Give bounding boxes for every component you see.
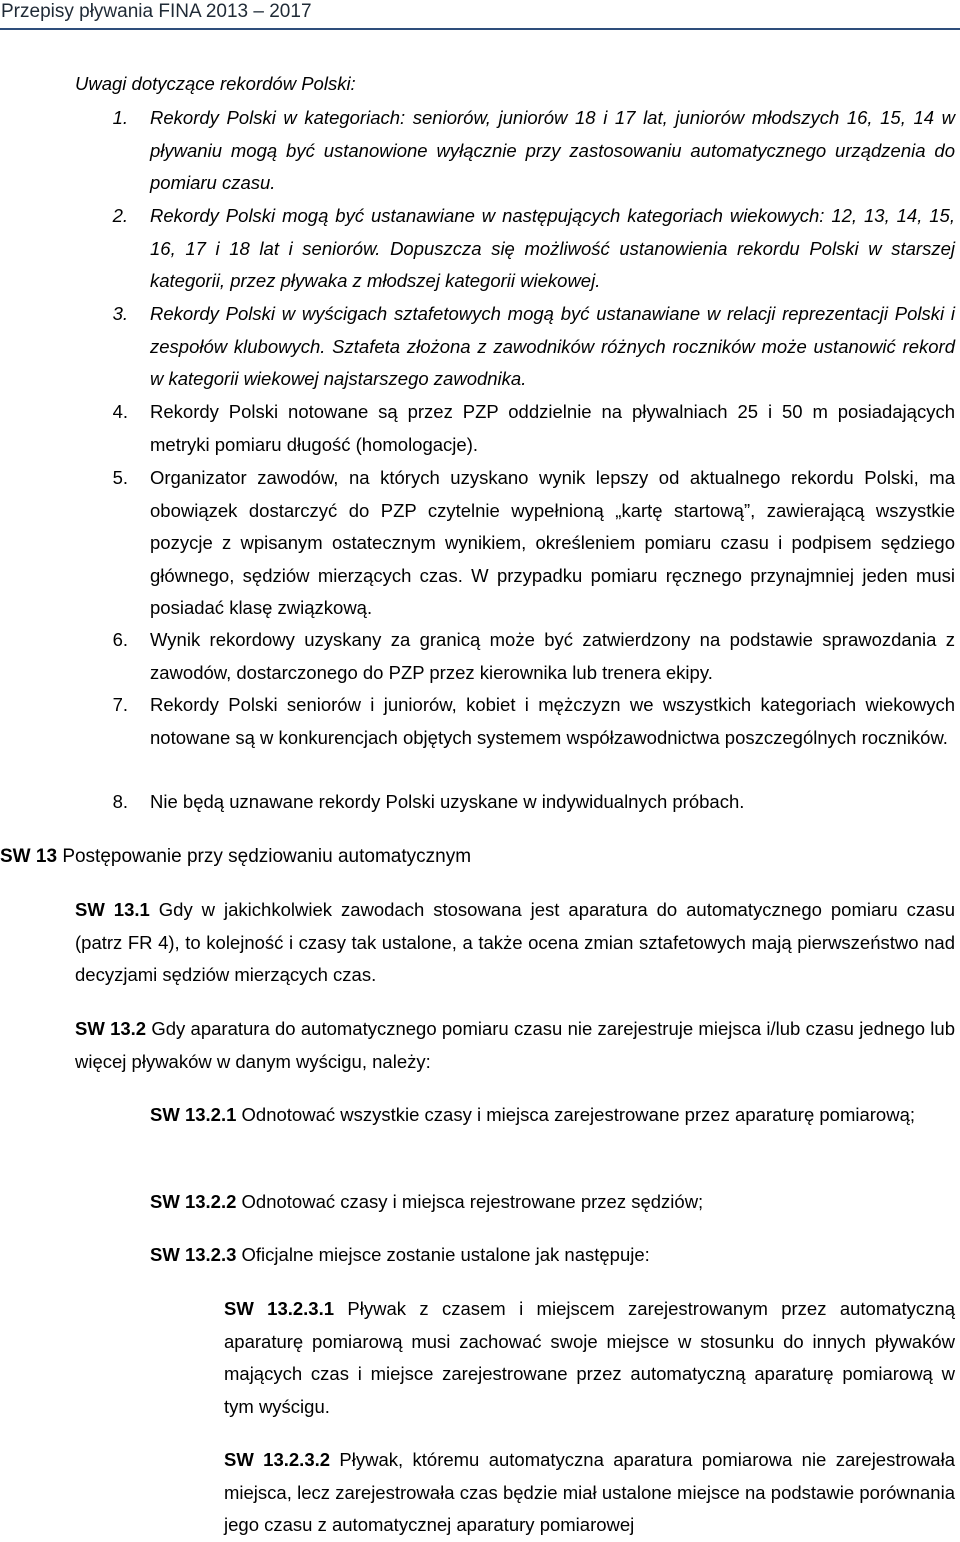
rule-13-2-2 [150, 1186, 955, 1219]
rule-13-2-3 [150, 1239, 955, 1272]
rule-text: Gdy aparatura do automatycznego pomiaru czasu nie zarejestruje miejsca i/lub czasu jednego lub więcej pływaków w danym wyścigu, należy: [75, 1018, 955, 1072]
item-number: 4. [112, 401, 128, 422]
remark-item: Organizator zawodów, na których uzyskano wynik lepszy od aktualnego rekordu Polski, ma obowiązek dostarczyć do PZP czytelnie wypełnioną „kartę startową”, zawierającą wszystkie pozycje z wpisanym ostatecznym wynikiem, określeniem pomiaru czasu i podpisem sędziego głównego, sędziów mierzących czas. W przypadku pomiaru ręcznego przynajmniej jeden musi posiadać klasę związkową. [150, 467, 955, 618]
rule-code: SW 13.2.2 [150, 1191, 237, 1212]
rule-code: SW 13.1 [75, 899, 150, 920]
rule-13-2-3-2 [224, 1444, 955, 1542]
item-number: 6. [112, 629, 128, 650]
rule-text: Pływak z czasem i miejscem zarejestrowanym przez automatyczną aparaturę pomiarową musi zachować swoje miejsce w stosunku do innych pływaków mających czas i miejsce zarejestrowane przez automatyczną aparaturę pomiarową w tym wyścigu. [224, 1298, 955, 1417]
rule-13-2-3-1 [224, 1293, 955, 1423]
rule-text: Oficjalne miejsce zostanie ustalone jak następuje: [241, 1244, 650, 1265]
item-number: 2. [112, 205, 128, 226]
rule-code: SW 13.2.1 [150, 1104, 237, 1125]
rule-13-1 [75, 894, 955, 992]
remark-item: Rekordy Polski notowane są przez PZP oddzielnie na pływalniach 25 i 50 m posiadających metryki pomiaru długość (homologacje). [150, 401, 955, 455]
rule-text: Odnotować wszystkie czasy i miejsca zarejestrowane przez aparaturę pomiarową; [241, 1104, 916, 1125]
page-header [0, 0, 960, 30]
rule-text: Odnotować czasy i miejsca rejestrowane przez sędziów; [241, 1191, 704, 1212]
rule-text: Pływak, któremu automatyczna aparatura pomiarowa nie zarejestrowała miejsca, lecz zarejestrowała czas będzie miał ustalone miejsce na podstawie porównania jego czasu z automatycznej aparatury pomiarowej [224, 1449, 955, 1535]
remark-item: Wynik rekordowy uzyskany za granicą może być zatwierdzony na podstawie sprawozdania z zawodów, dostarczonego do PZP przez kierownika lub trenera ekipy. [150, 629, 955, 683]
remarks-heading: Uwagi dotyczące rekordów Polski: [75, 73, 356, 94]
item-number: 3. [112, 303, 128, 324]
remark-item: Rekordy Polski w wyścigach sztafetowych mogą być ustanawiane w relacji reprezentacji Polski i zespołów klubowych. Sztafeta złożona z zawodników różnych roczników może ustanowić rekord w kategorii wiekowej najstarszego zawodnika. [150, 303, 955, 389]
remark-item: Rekordy Polski seniorów i juniorów, kobiet i mężczyzn we wszystkich kategoriach wiekowych notowane są w konkurencjach objętych systemem współzawodnictwa poszczególnych roczników. [150, 694, 955, 748]
remark-item: Rekordy Polski mogą być ustanawiane w następujących kategoriach wiekowych: 12, 13, 14, 15, 16, 17 i 18 lat i seniorów. Dopuszcza się możliwość ustanowienia rekordu Polski w starszej kategorii, przez pływaka z młodszej kategorii wiekowej. [150, 205, 955, 291]
item-number: 5. [112, 467, 128, 488]
item-number: 1. [112, 107, 128, 128]
section-code: SW 13 [0, 846, 58, 867]
rule-13-2 [75, 1013, 955, 1078]
item-number: 7. [112, 694, 128, 715]
rule-code: SW 13.2 [75, 1018, 147, 1039]
rule-text: Gdy w jakichkolwiek zawodach stosowana jest aparatura do automatycznego pomiaru czasu (patrz FR 4), to kolejność i czasy tak ustalone, a także ocena zmian sztafetowych mają pierwszeństwo nad decyzjami sędziów mierzących czas. [75, 899, 956, 985]
section-title: Postępowanie przy sędziowaniu automatycznym [62, 846, 472, 867]
rule-code: SW 13.2.3.2 [224, 1449, 331, 1470]
rule-code: SW 13.2.3 [150, 1244, 237, 1265]
remark-item: Rekordy Polski w kategoriach: seniorów, juniorów 18 i 17 lat, juniorów młodszych 16, 15, 14 w pływaniu mogą być ustanowione wyłącznie przy zastosowaniu automatycznego urządzenia do pomiaru czasu. [150, 107, 955, 193]
item-number: 8. [112, 791, 128, 812]
rule-13-2-1 [150, 1099, 955, 1132]
rule-code: SW 13.2.3.1 [224, 1298, 335, 1319]
remark-item: Nie będą uznawane rekordy Polski uzyskane w indywidualnych próbach. [150, 791, 745, 812]
header-title: Przepisy pływania FINA 2013 – 2017 [1, 1, 312, 22]
section-heading [0, 841, 940, 874]
